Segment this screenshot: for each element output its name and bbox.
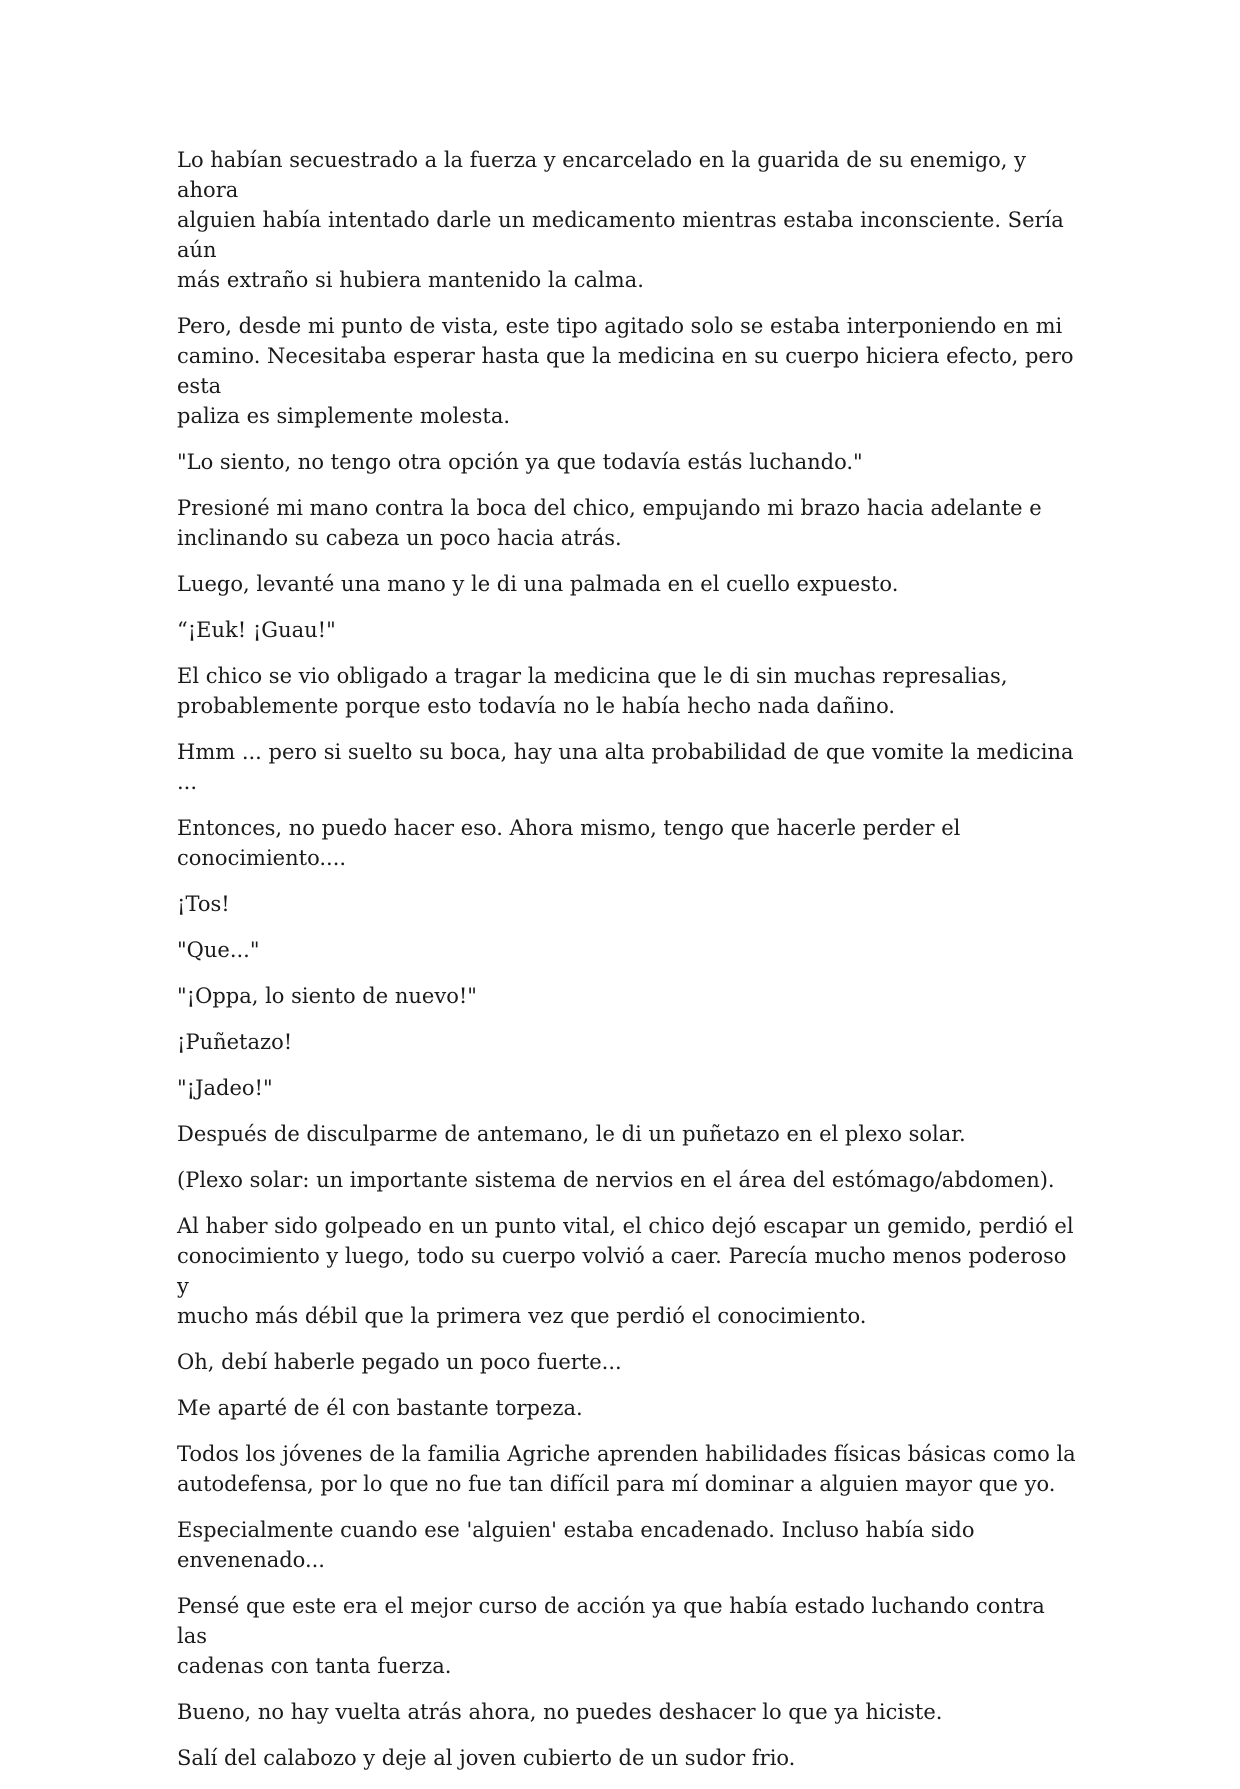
paragraph: Al haber sido golpeado en un punto vital, el chico dejó escapar un gemido, perdió el conocimiento y luego, todo su cuerpo volvió a caer. Parecía mucho menos poderoso y mucho más débil que la primera vez que perdió el conocimiento.: [177, 1214, 1074, 1328]
paragraph: "Que...": [177, 938, 260, 962]
paragraph: Especialmente cuando ese 'alguien' estaba encadenado. Incluso había sido envenenado...: [177, 1518, 975, 1572]
paragraph: "¡Jadeo!": [177, 1076, 273, 1100]
paragraph: "¡Oppa, lo siento de nuevo!": [177, 984, 477, 1008]
text-body: [177, 145, 1077, 1789]
paragraph: El chico se vio obligado a tragar la medicina que le di sin muchas represalias, probablemente porque esto todavía no le había hecho nada dañino.: [177, 664, 1008, 718]
paragraph: Después de disculparme de antemano, le di un puñetazo en el plexo solar.: [177, 1122, 966, 1146]
paragraph: Pero, desde mi punto de vista, este tipo agitado solo se estaba interponiendo en mi camino. Necesitaba esperar hasta que la medicina en su cuerpo hiciera efecto, pero esta paliza es simplemente molesta.: [177, 314, 1074, 428]
paragraph: Todos los jóvenes de la familia Agriche aprenden habilidades físicas básicas como la autodefensa, por lo que no fue tan difícil para mí dominar a alguien mayor que yo.: [177, 1442, 1076, 1496]
paragraph: Salí del calabozo y deje al joven cubierto de un sudor frio.: [177, 1746, 796, 1770]
paragraph: Bueno, no hay vuelta atrás ahora, no puedes deshacer lo que ya hiciste.: [177, 1700, 943, 1724]
paragraph: “¡Euk! ¡Guau!": [177, 618, 336, 642]
paragraph: Presioné mi mano contra la boca del chico, empujando mi brazo hacia adelante e inclinando su cabeza un poco hacia atrás.: [177, 496, 1042, 550]
paragraph: (Plexo solar: un importante sistema de nervios en el área del estómago/abdomen).: [177, 1168, 1055, 1192]
paragraph: Oh, debí haberle pegado un poco fuerte...: [177, 1350, 622, 1374]
paragraph: Entonces, no puedo hacer eso. Ahora mismo, tengo que hacerle perder el conocimiento....: [177, 816, 961, 870]
paragraph: Pensé que este era el mejor curso de acción ya que había estado luchando contra las cadenas con tanta fuerza.: [177, 1594, 1045, 1678]
paragraph: Lo habían secuestrado a la fuerza y encarcelado en la guarida de su enemigo, y ahora alguien había intentado darle un medicamento mientras estaba inconsciente. Sería aún más extraño si hubiera mantenido la calma.: [177, 148, 1064, 292]
paragraph: "Lo siento, no tengo otra opción ya que todavía estás luchando.": [177, 450, 863, 474]
paragraph: Luego, levanté una mano y le di una palmada en el cuello expuesto.: [177, 572, 899, 596]
paragraph: Me aparté de él con bastante torpeza.: [177, 1396, 583, 1420]
paragraph: ¡Tos!: [177, 892, 230, 916]
paragraph: Hmm ... pero si suelto su boca, hay una alta probabilidad de que vomite la medicina ...: [177, 740, 1074, 794]
paragraph: ¡Puñetazo!: [177, 1030, 293, 1054]
